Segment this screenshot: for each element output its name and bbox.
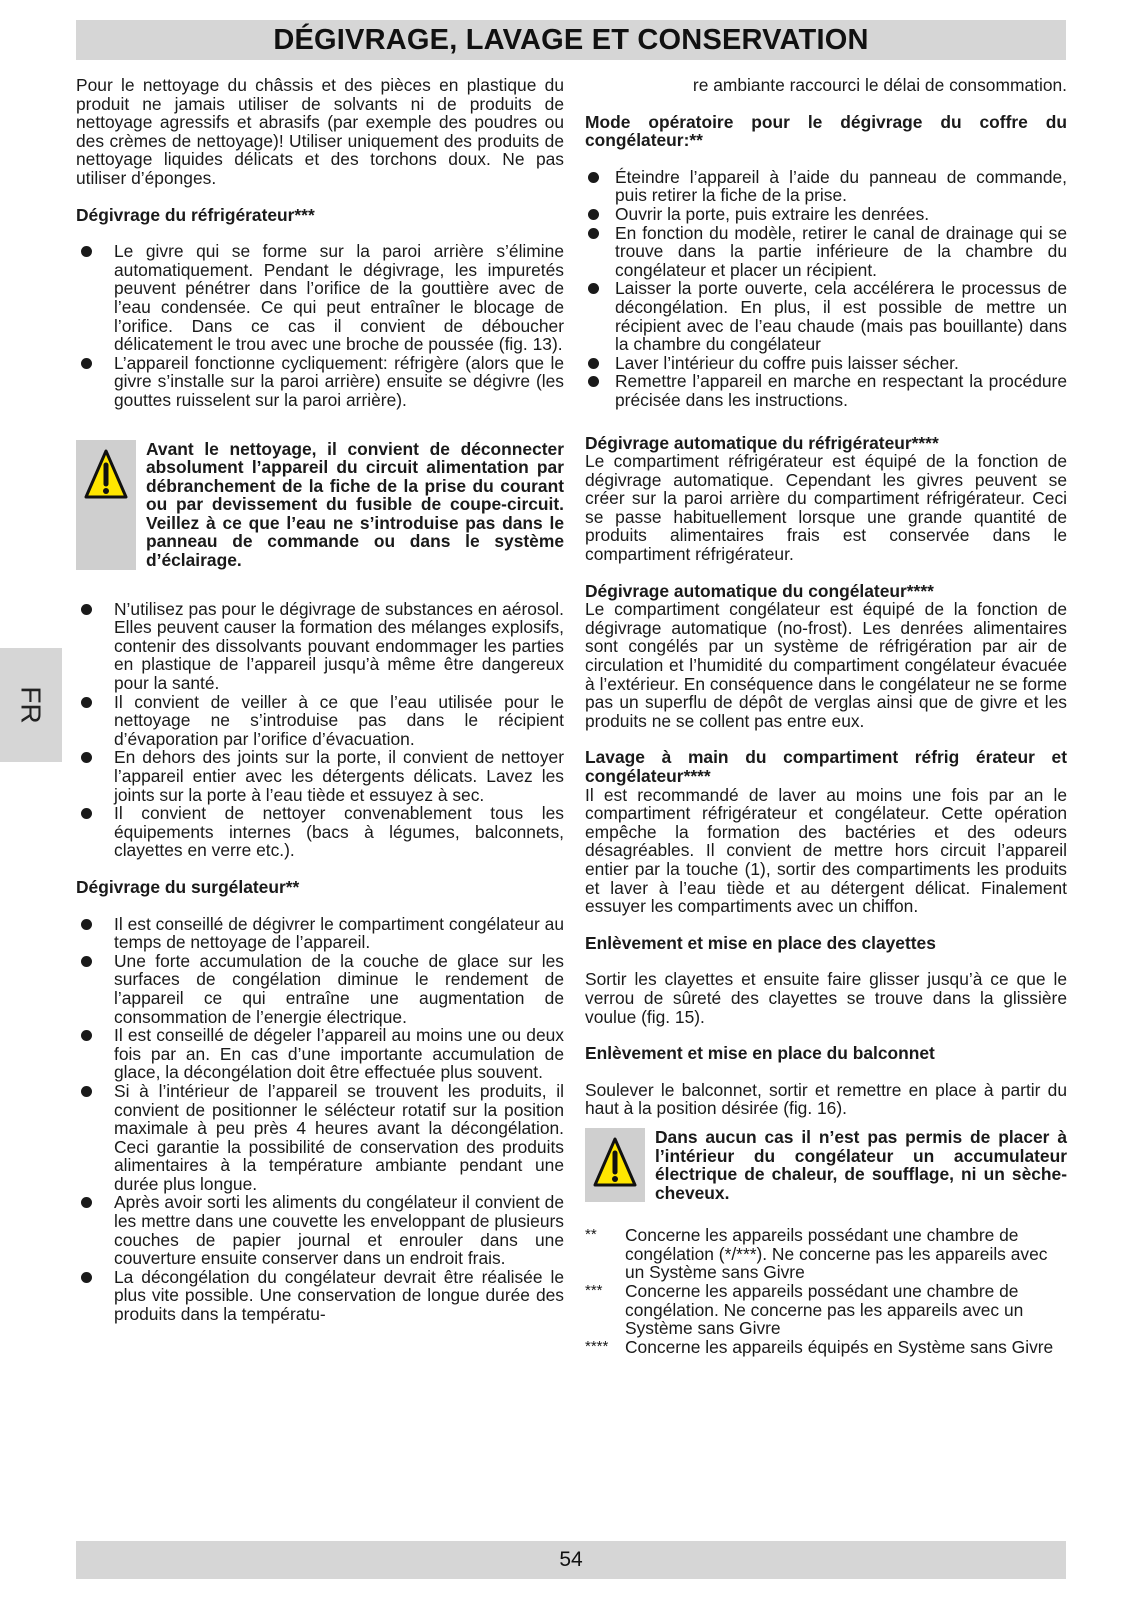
intro-paragraph: Pour le nettoyage du châssis et des pièces en plastique du produit ne jamais utiliser de solvants ni de produits de nettoyage agressifs et abrasifs (par exemple des poudres ou des crèmes de nettoyage)! Utiliser uniquement des produits de nettoyage liquides délicats et des torchons doux. Ne pas utiliser d’éponges. [76,75,564,188]
footnote [585,1338,1067,1357]
right-column [585,76,1067,1356]
list-item: La décongélation du congélateur devrait être réalisée le plus vite possible. Une conservation de longue durée des produits dans la températu- [76,1268,564,1324]
page-footer [76,1541,1066,1579]
heading-auto-freezer: Dégivrage automatique du congélateur**** [585,580,934,601]
procedure-list [585,168,1067,410]
list-item: Une forte accumulation de la couche de glace sur les surfaces de congélation diminue le rendement de l’appareil ce qui entraîne une augmentation de consommation de l’energie électrique. [76,952,564,1026]
warning-box [76,440,564,570]
footnote-mark: **** [585,1337,609,1355]
language-tab [0,648,62,762]
warning-icon [585,1128,645,1202]
heading-fridge-defrost: Dégivrage du réfrigérateur*** [76,204,315,225]
left-column [76,76,564,1324]
title-bar [76,20,1066,60]
list-item: Laver l’intérieur du coffre puis laisser sécher. [585,354,1067,373]
footnotes [585,1226,1067,1356]
auto-fridge-text: Le compartiment réfrigérateur est équipé de la fonction de dégivrage automatique. Cependant les givres peuvent se créer sur la paroi arrière du compartiment réfrigérateur. Ceci se passe habituellement lorsque une grande quantité de produits alimentaires frais est conservée dans le compartiment réfrigérateur. [585,451,1067,565]
balcony-text: Soulever le balconnet, sortir et remettre en place à partir du haut à la position désirée (fig. 16). [585,1079,1067,1119]
warning-text: Dans aucun cas il n’est pas permis de placer à l’intérieur du congélateur un accumulateur électrique de chaleur, de soufflage, ni un sèche-cheveux. [655,1126,1067,1203]
list-item: En dehors des joints sur la porte, il convient de nettoyer l’appareil entier avec les détergents délicats. Lavez les joints sur la porte à l’eau tiède et essuyez à sec. [76,748,564,804]
heading-balcony: Enlèvement et mise en place du balconnet [585,1043,935,1064]
list-item: Il est conseillé de dégeler l’appareil au moins une ou deux fois par an. En cas d’une importante accumulation de glace, la décongélation doit être effectuée plus souvent. [76,1026,564,1082]
heading-auto-fridge: Dégivrage automatique du réfrigérateur**** [585,432,939,453]
hand-wash-text: Il est recommandé de laver au moins une fois par an le compartiment réfrigérateur et congélateur. Cette opération empêche la formation des bactéries et des odeurs désagréables. Il convient de mettre hors circuit l’appareil entier par la touche (1), sortir des compartiments les produits et laver à l’eau tiède et au détergent délicat. Finalement essuyer les compartiments avec un chiffon. [585,784,1067,917]
list-item: N’utilisez pas pour le dégivrage de substances en aérosol. Elles peuvent causer la formation des mélanges explosifs, contenir des dissolvants pouvant endommager les parties en plastique de l’appareil jusqu’à même être dangereux pour la santé. [76,600,564,693]
warning-box [585,1128,1067,1202]
list-item: Ouvrir la porte, puis extraire les denrées. [585,205,1067,224]
list-item: Éteindre l’appareil à l’aide du panneau de commande, puis retirer la fiche de la prise. [585,168,1067,205]
footnote-mark: ** [585,1226,597,1244]
footnote [585,1226,1067,1282]
freezer-defrost-list [76,915,564,1324]
language-label: FR [15,686,47,724]
page-title: DÉGIVRAGE, LAVAGE ET CONSERVATION [273,23,869,56]
page-number: 54 [559,1548,583,1571]
list-item: Après avoir sorti les aliments du congélateur il convient de les mettre dans une couvette les enveloppant de plusieurs couches de papier journal et enrouler dans une couverture ensuite conserver dans un endroit frais. [76,1193,564,1267]
list-item: En fonction du modèle, retirer le canal de drainage qui se trouve dans la partie inférieure de la chambre du congélateur et placer un récipient. [585,224,1067,280]
warning-icon [76,440,136,570]
list-item: Remettre l’appareil en marche en respectant la procédure précisée dans les instructions. [585,372,1067,409]
heading-shelves: Enlèvement et mise en place des clayettes [585,932,936,953]
footnote-text: Concerne les appareils équipés en Système sans Givre [625,1336,1054,1357]
list-item: L’appareil fonctionne cycliquement: réfrigère (alors que le givre s’installe sur la paroi arrière) ensuite se dégivre (les gouttes ruisselent sur la paroi arrière). [76,354,564,410]
heading-freezer-chest-mode: Mode opératoire pour le dégivrage du coffre du congélateur:** [585,111,1067,151]
heading-hand-wash: Lavage à main du compartiment réfrig érateur et congélateur**** [585,747,1067,786]
heading-freezer-defrost: Dégivrage du surgélateur** [76,876,300,897]
warning-text: Avant le nettoyage, il convient de déconnecter absolument l’appareil du circuit alimentation par débranchement de la fiche de la prise du courant ou par devissement du fusible de coupe-circuit. Veillez à ce que l’eau ne s’introduise pas dans le panneau de commande ou dans le système d’éclairage. [146,438,564,571]
list-item: Le givre qui se forme sur la paroi arrière s’élimine automatiquement. Pendant le dégivrage, les impuretés peuvent pénétrer dans l’orifice de la gouttière avec de l’eau condensée. Ce qui peut entraîner le blocage de l’orifice. Dans ce cas il convient de déboucher délicatement le trou avec une broche de poussée (fig. 13). [76,242,564,354]
list-item: Il est conseillé de dégivrer le compartiment congélateur au temps de nettoyage de l’appareil. [76,915,564,952]
list-item: Laisser la porte ouverte, cela accélérera le processus de décongélation. En plus, il est possible de mettre un récipient avec de l’eau chaude (mais pas bouillante) dans la chambre du congélateur [585,279,1067,353]
list-item: Si à l’intérieur de l’appareil se trouvent les produits, il convient de positionner le sélécteur rotatif sur la position maximale à peu près 4 heures avant la décongélation. Ceci garantie la possibilité de conservation des produits alimentaires à la température ambiante pendant une durée plus longue. [76,1082,564,1194]
continued-text: re ambiante raccourci le délai de consommation. [692,75,1067,95]
footnote-text: Concerne les appareils possédant une chambre de congélation (*/***). Ne concerne pas les appareils avec un Système sans Givre [625,1225,1048,1283]
auto-freezer-text: Le compartiment congélateur est équipé de la fonction de dégivrage automatique (no-frost). Les denrées alimentaires sont congélés par un système de réfrigération par air de circulation et l’humidité du compartiment congélateur évacuée à l’extérieur. En conséquence dans le congélateur ne se forme pas un superflu de dépôt de verglas ainsi que de givre et les produits ne se collent pas entre eux. [585,599,1067,731]
list-item: Il convient de veiller à ce que l’eau utilisée pour le nettoyage ne s’introduise pas dans le récipient d’évaporation par l’orifice d’évacuation. [76,693,564,749]
shelves-text: Sortir les clayettes et ensuite faire glisser jusqu’à ce que le verrou de sûreté des clayettes se trouve dans la glissière voulue (fig. 15). [585,969,1067,1027]
list-item: Il convient de nettoyer convenablement tous les équipements internes (bacs à légumes, balconnets, clayettes en verre etc.). [76,804,564,860]
footnote-text: Concerne les appareils possédant une chambre de congélation. Ne concerne pas les appareils avec un Système sans Givre [625,1281,1024,1339]
fridge-defrost-list [76,242,564,409]
footnote [585,1282,1067,1338]
footnote-mark: *** [585,1282,603,1300]
cleaning-list [76,600,564,860]
